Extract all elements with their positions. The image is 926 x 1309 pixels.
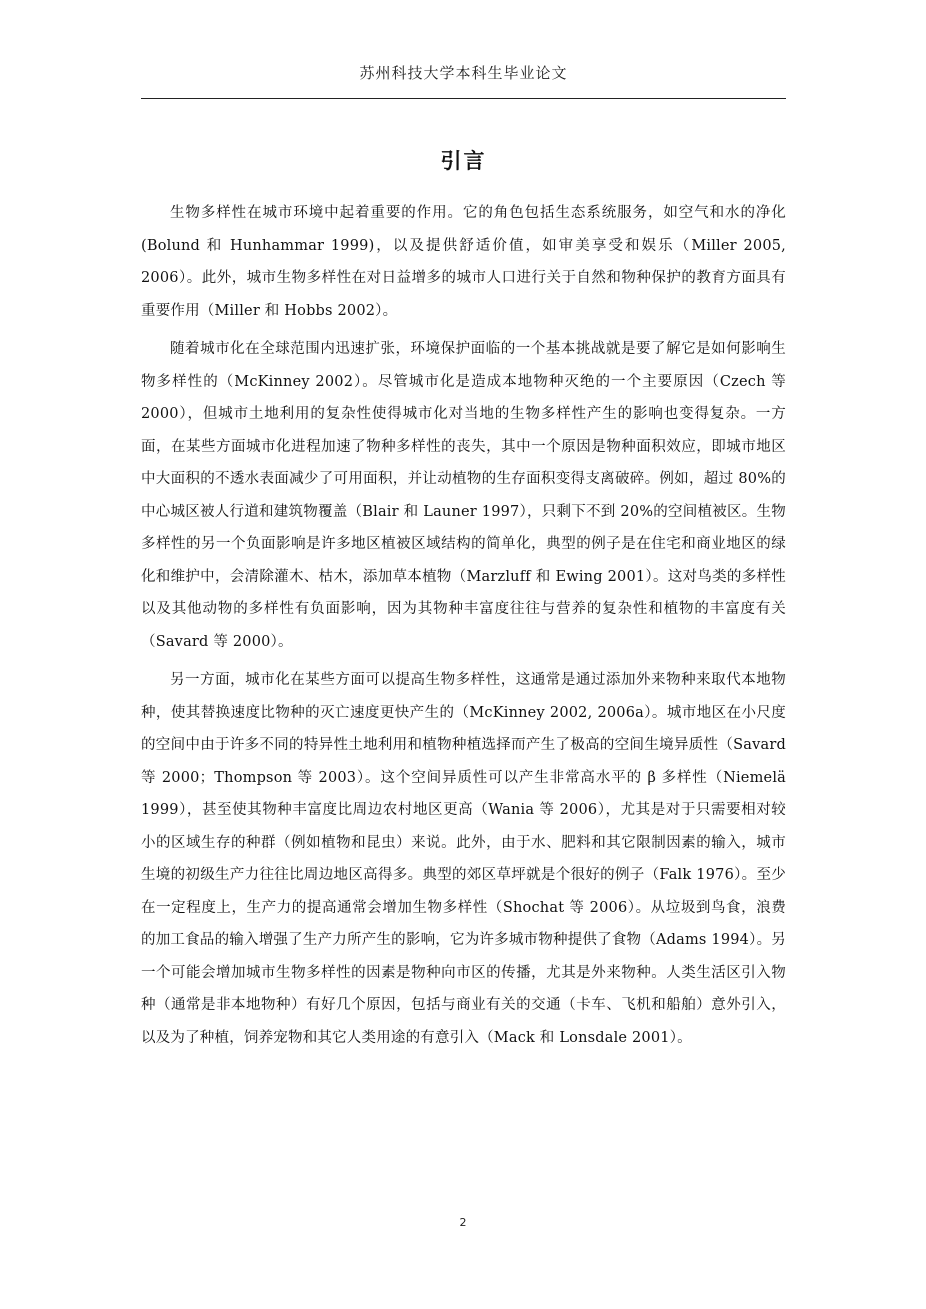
page-number: 2	[459, 1216, 467, 1229]
header-divider	[141, 98, 786, 99]
paragraph: 随着城市化在全球范围内迅速扩张，环境保护面临的一个基本挑战就是要了解它是如何影响生物多样性的（McKinney 2002）。尽管城市化是造成本地物种灭绝的一个主要原因（Czech 等 2000），但城市土地利用的复杂性使得城市化对当地的生物多样性产生的影响也变得复杂。一方面，在某些方面城市化进程加速了物种多样性的丧失，其中一个原因是物种面积效应，即城市地区中大面积的不透水表面减少了可用面积，并让动植物的生存面积变得支离破碎。例如，超过 80%的中心城区被人行道和建筑物覆盖（Blair 和 Launer 1997），只剩下不到 20%的空间植被区。生物多样性的另一个负面影响是许多地区植被区域结构的简单化，典型的例子是在住宅和商业地区的绿化和维护中，会清除灌木、枯木，添加草本植物（Marzluff 和 Ewing 2001）。这对鸟类的多样性以及其他动物的多样性有负面影响，因为其物种丰富度往往与营养的复杂性和植物的丰富度有关（Savard 等 2000）。	[141, 341, 786, 650]
page-header: 苏州科技大学本科生毕业论文	[359, 64, 568, 82]
chapter-title: 引言	[440, 149, 487, 173]
paragraph: 生物多样性在城市环境中起着重要的作用。它的角色包括生态系统服务，如空气和水的净化(Bolund 和 Hunhammar 1999)，以及提供舒适价值，如审美享受和娱乐（Miller 2005, 2006）。此外，城市生物多样性在对日益增多的城市人口进行关于自然和物种保护的教育方面具有重要作用（Miller 和 Hobbs 2002）。	[141, 205, 786, 319]
body-text	[141, 197, 786, 1060]
paragraph: 另一方面，城市化在某些方面可以提高生物多样性，这通常是通过添加外来物种来取代本地物种，使其替换速度比物种的灭亡速度更快产生的（McKinney 2002, 2006a）。城市地区在小尺度的空间中由于许多不同的特异性土地利用和植物种植选择而产生了极高的空间生境异质性（Savard 等 2000；Thompson 等 2003）。这个空间异质性可以产生非常高水平的 β 多样性（Niemelä 1999），甚至使其物种丰富度比周边农村地区更高（Wania 等 2006），尤其是对于只需要相对较小的区域生存的种群（例如植物和昆虫）来说。此外，由于水、肥料和其它限制因素的输入，城市生境的初级生产力往往比周边地区高得多。典型的郊区草坪就是个很好的例子（Falk 1976）。至少在一定程度上，生产力的提高通常会增加生物多样性（Shochat 等 2006）。从垃圾到鸟食，浪费的加工食品的输入增强了生产力所产生的影响，它为许多城市物种提供了食物（Adams 1994）。另一个可能会增加城市生物多样性的因素是物种向市区的传播，尤其是外来物种。人类生活区引入物种（通常是非本地物种）有好几个原因，包括与商业有关的交通（卡车、飞机和船舶）意外引入，以及为了种植，饲养宠物和其它人类用途的有意引入（Mack 和 Lonsdale 2001）。	[141, 672, 786, 1046]
